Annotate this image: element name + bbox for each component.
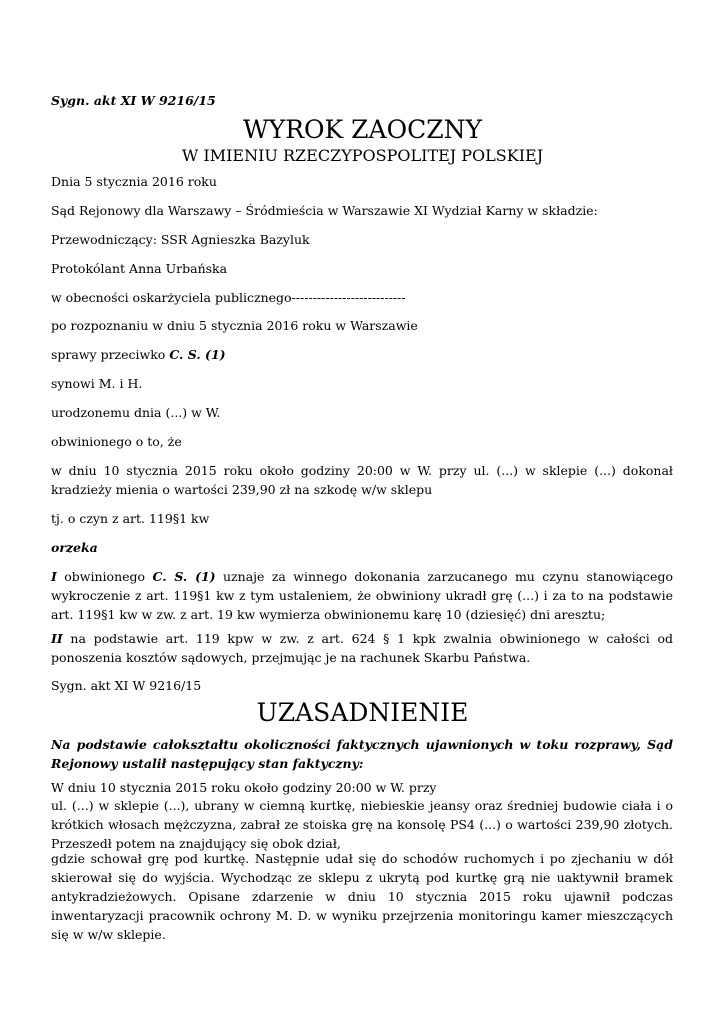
case-signature-top: Sygn. akt XI W 9216/15 xyxy=(51,93,216,108)
chair-line: Przewodniczący: SSR Agnieszka Bazyluk xyxy=(51,232,310,247)
clerk-line: Protokólant Anna Urbańska xyxy=(51,261,228,276)
accused-line: obwinionego o to, że xyxy=(51,434,182,449)
parents-line: synowi M. i H. xyxy=(51,376,143,391)
ruling-point-1 xyxy=(51,567,673,624)
point-1-prefix: obwinionego xyxy=(56,569,153,584)
verdict-subtitle: W IMIENIU RZECZYPOSPOLITEJ POLSKIEJ xyxy=(181,146,544,165)
article-line: tj. o czyn z art. 119§1 kw xyxy=(51,511,210,526)
verdict-title: WYROK ZAOCZNY xyxy=(243,115,482,144)
prosecutor-line: w obecności oskarżyciela publicznego--------------------------- xyxy=(51,290,406,305)
point-1-text: uznaje za winnego dokonania zarzucanego mu czynu stanowiącego wykroczenie z art. 119§1 kw z tym ustaleniem, że obwiniony ukradł grę (...) i za to na podstawie art. 119§1 kw w zw. z art. 19 kw wymierza obwinionemu karę 10 (dziesięć) dni aresztu; xyxy=(51,569,673,622)
charge-paragraph: w dniu 10 stycznia 2015 roku około godziny 20:00 w W. przy ul. (...) w sklepie (...) dokonał kradzieży mienia o wartości 239,90 zł na szkodę w/w sklepu xyxy=(51,463,673,497)
point-2-number: II xyxy=(51,631,63,646)
facts-paragraph-1: ul. (...) w sklepie (...), ubrany w ciemną kurtkę, niebieskie jeansy oraz średniej budowie ciała i o krótkich włosach mężczyzna, zabrał ze stoiska grę na konsolę PS4 (...) o wartości 239,90 złotych. Przeszedł potem na znajdujący się obok dział, xyxy=(51,798,673,851)
point-2-text: na podstawie art. 119 kpw w zw. z art. 624 § 1 kpk zwalnia obwinionego w całości od ponoszenia kosztów sądowych, przejmując je na rachunek Skarbu Państwa. xyxy=(51,631,673,665)
point-1-defendant: C. S. (1) xyxy=(152,569,216,584)
facts-paragraph-2: gdzie schował grę pod kurtkę. Następnie udał się do schodów ruchomych i po zjechaniu w dół skierował się do wyjścia. Wychodząc ze sklepu z ukrytą pod kurtkę grą nie uaktywnił bramek antykradzieżowych. Opisane zdarzenie w dniu 10 stycznia 2015 roku ujawnił podczas inwentaryzacji pracownik ochrony M. D. w wyniku przejrzenia monitoringu kamer mieszczących się w w/w sklepie. xyxy=(51,851,673,942)
ruling-heading: orzeka xyxy=(51,540,98,555)
court-line: Sąd Rejonowy dla Warszawy – Śródmieścia w Warszawie XI Wydział Karny w składzie: xyxy=(51,203,598,218)
defendant-name: C. S. (1) xyxy=(169,347,226,362)
justification-intro: Na podstawie całokształtu okoliczności faktycznych ujawnionych w toku rozprawy, Sąd Rejonowy ustalił następujący stan faktyczny: xyxy=(51,737,673,771)
birth-line: urodzonemu dnia (...) w W. xyxy=(51,405,221,420)
ruling-point-2 xyxy=(51,629,673,667)
facts-first-line: W dniu 10 stycznia 2015 roku około godziny 20:00 w W. przy xyxy=(51,780,437,795)
case-prefix: sprawy przeciwko xyxy=(51,347,170,362)
case-signature-bottom: Sygn. akt XI W 9216/15 xyxy=(51,678,202,693)
point-1-number: I xyxy=(51,569,57,584)
justification-title: UZASADNIENIE xyxy=(256,698,469,727)
date-line: Dnia 5 stycznia 2016 roku xyxy=(51,174,217,189)
case-line xyxy=(51,347,226,363)
hearing-line: po rozpoznaniu w dniu 5 stycznia 2016 roku w Warszawie xyxy=(51,318,418,333)
